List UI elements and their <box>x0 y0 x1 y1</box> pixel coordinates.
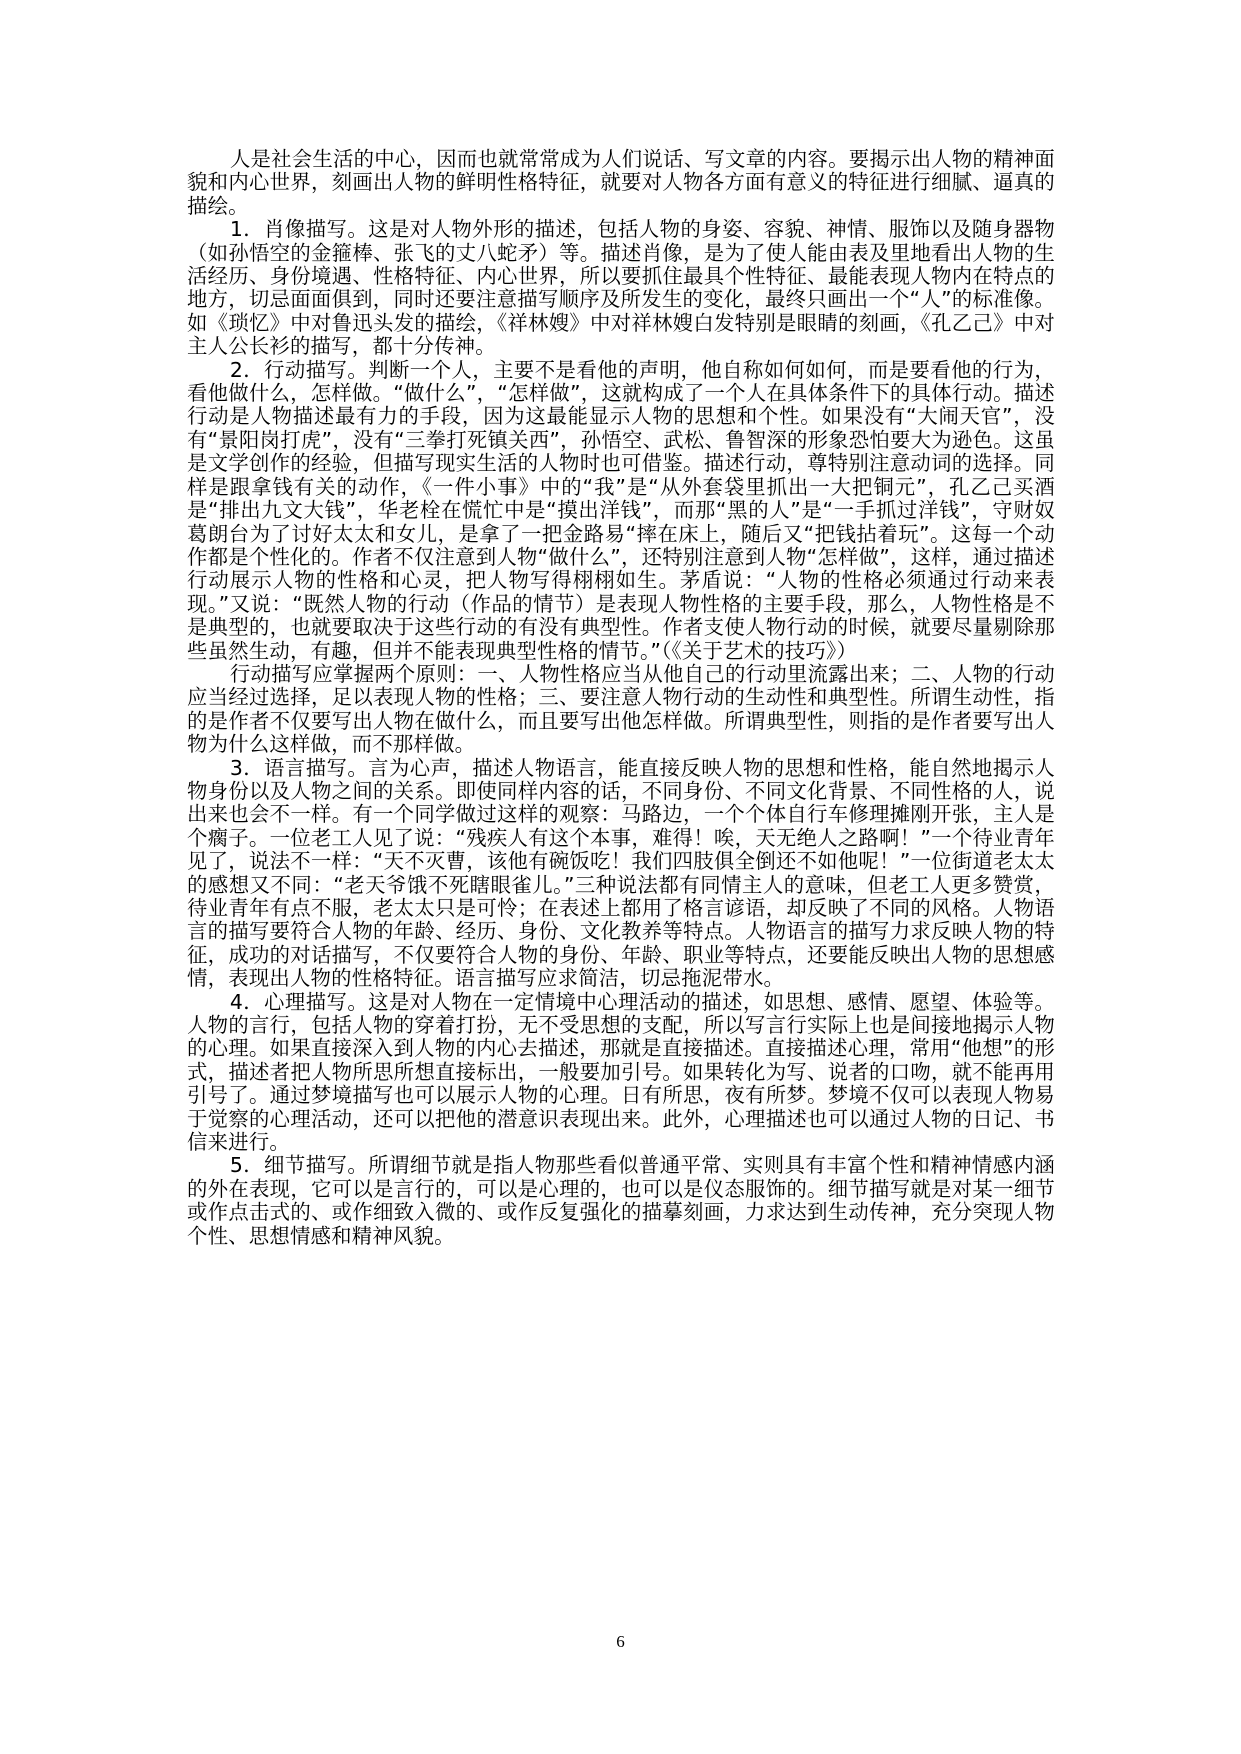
action-description-paragraph: 2．行动描写。判断一个人，主要不是看他的声明，他自称如何如何，而是要看他的行为，看他做什么，怎样做。“做什么”，“怎样做”，这就构成了一个人在具体条件下的具体行动。描述行动是人物描述最有力的手段，因为这最能显示人物的思想和个性。如果没有“大闹天官”，没有“景阳岗打虎”，没有“三拳打死镇关西”，孙悟空、武松、鲁智深的形象恐怕要大为逊色。这虽是文学创作的经验，但描写现实生活的人物时也可借鉴。描述行动，尊特别注意动词的选择。同样是跟拿钱有关的动作，《一件小事》中的“我”是“从外套袋里抓出一大把铜元”，孔乙己买酒是“排出九文大钱”，华老栓在慌忙中是“摸出洋钱”，而那“黑的人”是“一手抓过洋钱”，守财奴葛朗台为了讨好太太和女儿，是拿了一把金路易“摔在床上，随后又“把钱拈着玩”。这每一个动作都是个性化的。作者不仅注意到人物“做什么”，还特别注意到人物“怎样做”，这样，通过描述行动展示人物的性格和心灵，把人物写得栩栩如生。茅盾说：“人物的性格必须通过行动来表现。”又说：“既然人物的行动（作品的情节）是表现人物性格的主要手段，那么，人物性格是不是典型的，也就要取决于这些行动的有没有典型性。作者支使人物行动的时候，就要尽量剔除那些虽然生动，有趣，但并不能表现典型性格的情节。”（《关于艺术的技巧》） <box>187 357 1055 663</box>
action-principles-paragraph: 行动描写应掌握两个原则：一、人物性格应当从他自己的行动里流露出来；二、人物的行动应当经过选择，足以表现人物的性格；三、要注意人物行动的生动性和典型性。所谓生动性，指的是作者不仅要写出人物在做什么，而且要写出他怎样做。所谓典型性，则指的是作者要写出人物为什么这样做，而不那样做。 <box>187 661 1055 757</box>
body-text <box>187 148 1055 1248</box>
portrait-description-paragraph: 1．肖像描写。这是对人物外形的描述，包括人物的身姿、容貌、神情、服饰以及随身器物（如孙悟空的金箍棒、张飞的丈八蛇矛）等。描述肖像，是为了使人能由表及里地看出人物的生活经历、身份境遇、性格特征、内心世界，所以要抓住最具个性特征、最能表现人物内在特点的地方，切忌面面俱到，同时还要注意描写顺序及所发生的变化，最终只画出一个“人”的标准像。如《琐忆》中对鲁迅头发的描绘，《祥林嫂》中对祥林嫂白发特别是眼睛的刻画，《孔乙己》中对主人公长衫的描写，都十分传神。 <box>187 217 1055 359</box>
language-description-paragraph: 3．语言描写。言为心声，描述人物语言，能直接反映人物的思想和性格，能自然地揭示人物身份以及人物之间的关系。即使同样内容的话，不同身份、不同文化背景、不同性格的人，说出来也会不一样。有一个同学做过这样的观察：马路边，一个个体自行车修理摊刚开张，主人是个瘸子。一位老工人见了说：“残疾人有这个本事，难得！唉，天无绝人之路啊！”一个待业青年见了，说法不一样：“天不灭曹，该他有碗饭吃！我们四肢俱全倒还不如他呢！”一位街道老太太的感想又不同：“老天爷饿不死瞎眼雀儿。”三种说法都有同情主人的意味，但老工人更多赞赏，待业青年有点不服，老太太只是可怜；在表述上都用了格言谚语，却反映了不同的风格。人物语言的描写要符合人物的年龄、经历、身份、文化教养等特点。人物语言的描写力求反映人物的特征，成功的对话描写，不仅要符合人物的身份、年龄、职业等特点，还要能反映出人物的思想感情，表现出人物的性格特征。语言描写应求简洁，切忌拖泥带水。 <box>187 755 1055 991</box>
intro-paragraph: 人是社会生活的中心，因而也就常常成为人们说话、写文章的内容。要揭示出人物的精神面貌和内心世界，刻画出人物的鲜明性格特征，就要对人物各方面有意义的特征进行细腻、逼真的描绘。 <box>187 147 1055 218</box>
detail-description-paragraph: 5．细节描写。所谓细节就是指人物那些看似普通平常、实则具有丰富个性和精神情感内涵的外在表现，它可以是言行的，可以是心理的，也可以是仪态服饰的。细节描写就是对某一细节或作点击式的、或作细致入微的、或作反复强化的描摹刻画，力求达到生动传神，充分突现人物个性、思想情感和精神风貌。 <box>187 1153 1055 1248</box>
page-number: 6 <box>616 1632 625 1651</box>
psychology-description-paragraph: 4．心理描写。这是对人物在一定情境中心理活动的描述，如思想、感情、愿望、体验等。人物的言行，包括人物的穿着打扮，无不受思想的支配，所以写言行实际上也是间接地揭示人物的心理。如果直接深入到人物的内心去描述，那就是直接描述。直接描述心理，常用“他想”的形式，描述者把人物所思所想直接标出，一般要加引号。如果转化为写、说者的口吻，就不能再用引号了。通过梦境描写也可以展示人物的心理。日有所思，夜有所梦。梦境不仅可以表现人物易于觉察的心理活动，还可以把他的潜意识表现出来。此外，心理描述也可以通过人物的日记、书信来进行。 <box>187 989 1055 1155</box>
